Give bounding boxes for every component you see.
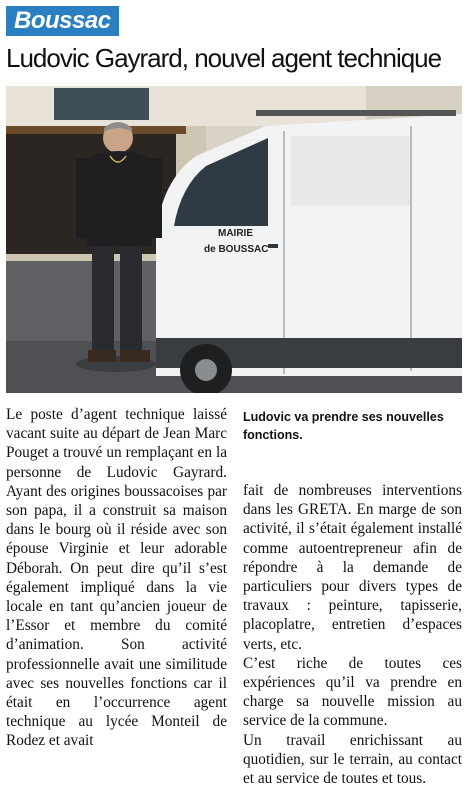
person-right-shoe: [120, 350, 150, 362]
van-text-line2: de BOUSSAC: [204, 244, 269, 255]
article-column-2: [243, 481, 462, 788]
van-roof-rack: [256, 110, 456, 116]
person-left-leg: [92, 246, 114, 354]
photo-caption: Ludovic va prendre ses nouvelles fonctions.: [243, 410, 444, 442]
article-column-1: [6, 405, 227, 751]
van-text-line1: MAIRIE: [218, 228, 253, 239]
body-paragraph-4: Un travail enrichissant au quotidien, sur le terrain, au contact et au service de toutes et tous.: [243, 731, 462, 788]
photo-illustration: [6, 86, 462, 393]
person-left-arm: [76, 158, 92, 238]
body-paragraph-2: fait de nombreuses interventions dans les GRETA. En marge de son activité, il s’était également installé comme autoentrepreneur afin de répondre à la demande de particuliers pour divers types de travaux : peinture, tapisserie, placoplatre, entretien d’espaces verts, etc.: [243, 482, 462, 653]
headline: Ludovic Gayrard, nouvel agent technique: [6, 43, 442, 73]
body-paragraph-3: C’est riche de toutes ces expériences qu’il va prendre en charge sa nouvelle mission au service de la commune.: [243, 654, 462, 730]
person-left-shoe: [88, 350, 116, 362]
person-right-leg: [120, 246, 142, 354]
section-tag: Boussac: [6, 6, 119, 36]
body-paragraph-1: Le poste d’agent technique laissé vacant suite au départ de Jean Marc Pouget a trouvé un remplaçant en la personne de Ludovic Gayrard. Ayant des origines boussacoises par son papa, il a construit sa maison dans le bourg où il réside avec son épouse Virginie et leur adorable Déborah. On peut dire qu’il s’est également impliqué dans la vie locale en tant qu’ancien joueur de l’Essor et membre du comité d’animation. Son activité professionnelle avait une similitude avec ses nouvelles fonctions car il était en l’occurrence agent technique au lycée Monteil de Rodez et avait: [6, 406, 227, 750]
van-door-handle: [268, 244, 278, 248]
article-photo: [6, 86, 462, 393]
person-sweater: [86, 151, 152, 246]
building-window: [54, 88, 149, 120]
van-side-panel: [291, 136, 411, 206]
person-right-arm: [146, 158, 162, 238]
awning-beam: [6, 126, 186, 134]
van-front-hub: [195, 359, 217, 381]
